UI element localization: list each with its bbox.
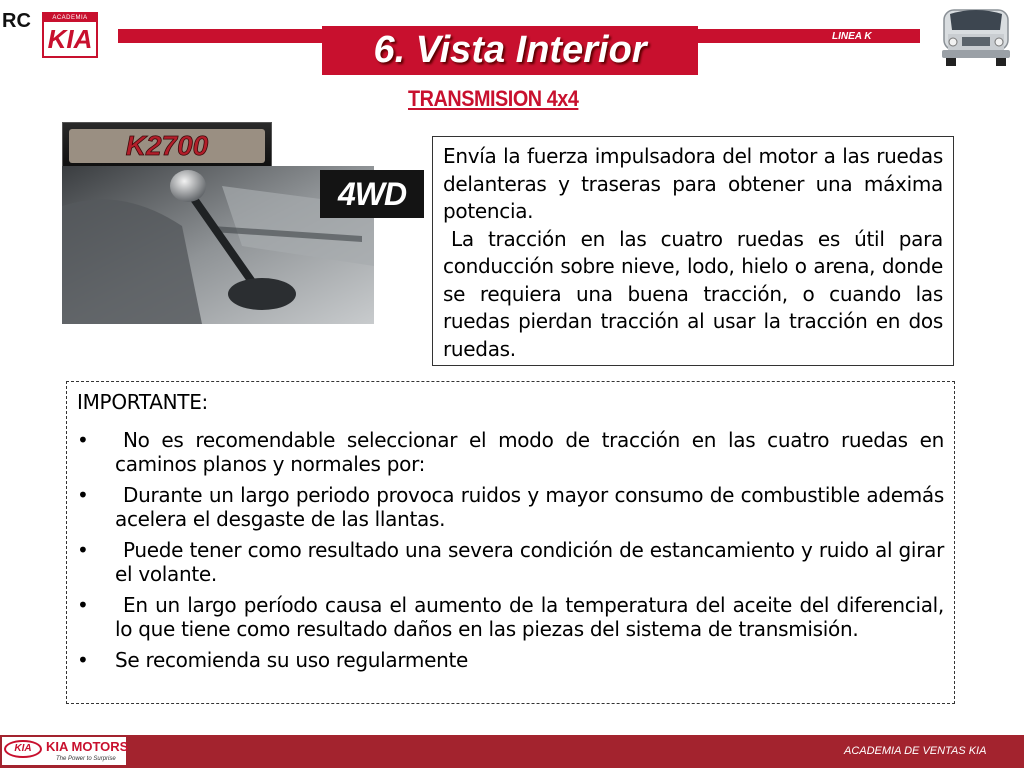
kia-logo-top-text: ACADEMIA [44,14,96,22]
kia-oval-logo-icon: KIA [4,740,42,758]
list-item [77,428,944,476]
description-box [432,136,954,366]
list-item-text: Se recomienda su uso regularmente [115,648,469,672]
list-item-text: Puede tener como resultado una severa condición de estancamiento y ruido al girar el volante. [115,538,944,586]
bullet-icon: • [77,538,89,562]
list-item [77,593,944,641]
bullet-icon: • [77,648,89,672]
description-paragraph-1: Envía la fuerza impulsadora del motor a las ruedas delanteras y traseras para obtener una máxima potencia. [443,144,943,223]
k2700-text: K2700 [125,130,209,161]
list-item-text: En un largo período causa el aumento de la temperatura del aceite del diferencial, lo que tiene como resultado daños en las piezas del sistema de transmisión. [115,593,944,641]
k2700-logo-icon [63,123,271,169]
k2700-badge-image [62,122,272,170]
important-heading: IMPORTANTE: [77,390,208,414]
bullet-icon: • [77,593,89,617]
list-item [77,538,944,586]
important-box [66,381,955,704]
academia-footer-label: ACADEMIA DE VENTAS KIA [844,745,987,757]
linea-k-label: LINEA K [832,31,872,42]
kia-logo-word: KIA [47,24,93,54]
list-item-text: Durante un largo periodo provoca ruidos y mayor consumo de combustible además acelera el desgaste de las llantas. [115,483,944,531]
4wd-badge-image: 4WD [320,170,424,218]
rc-label: RC [2,10,31,32]
kia-motors-brand: KIA MOTORS [46,739,129,754]
important-list [77,428,944,672]
kia-academia-logo [42,12,98,58]
bullet-icon: • [77,428,89,452]
description-paragraph-2: La tracción en las cuatro ruedas es útil para conducción sobre nieve, lodo, hielo o arena, donde se requiera una buena tracción, o cuando las ruedas pierdan tracción al usar la tracción en dos ruedas. [443,226,943,361]
list-item-text: No es recomendable seleccionar el modo de tracción en las cuatro ruedas en caminos planos y normales por: [115,428,944,476]
page-title: 6. Vista Interior [322,26,698,75]
bullet-icon: • [77,483,89,507]
kia-motors-tagline: The Power to Surprise [56,756,116,762]
van-icon [938,4,1014,70]
list-item [77,648,944,672]
list-item [77,483,944,531]
section-subtitle: TRANSMISION 4x4 [408,86,579,111]
